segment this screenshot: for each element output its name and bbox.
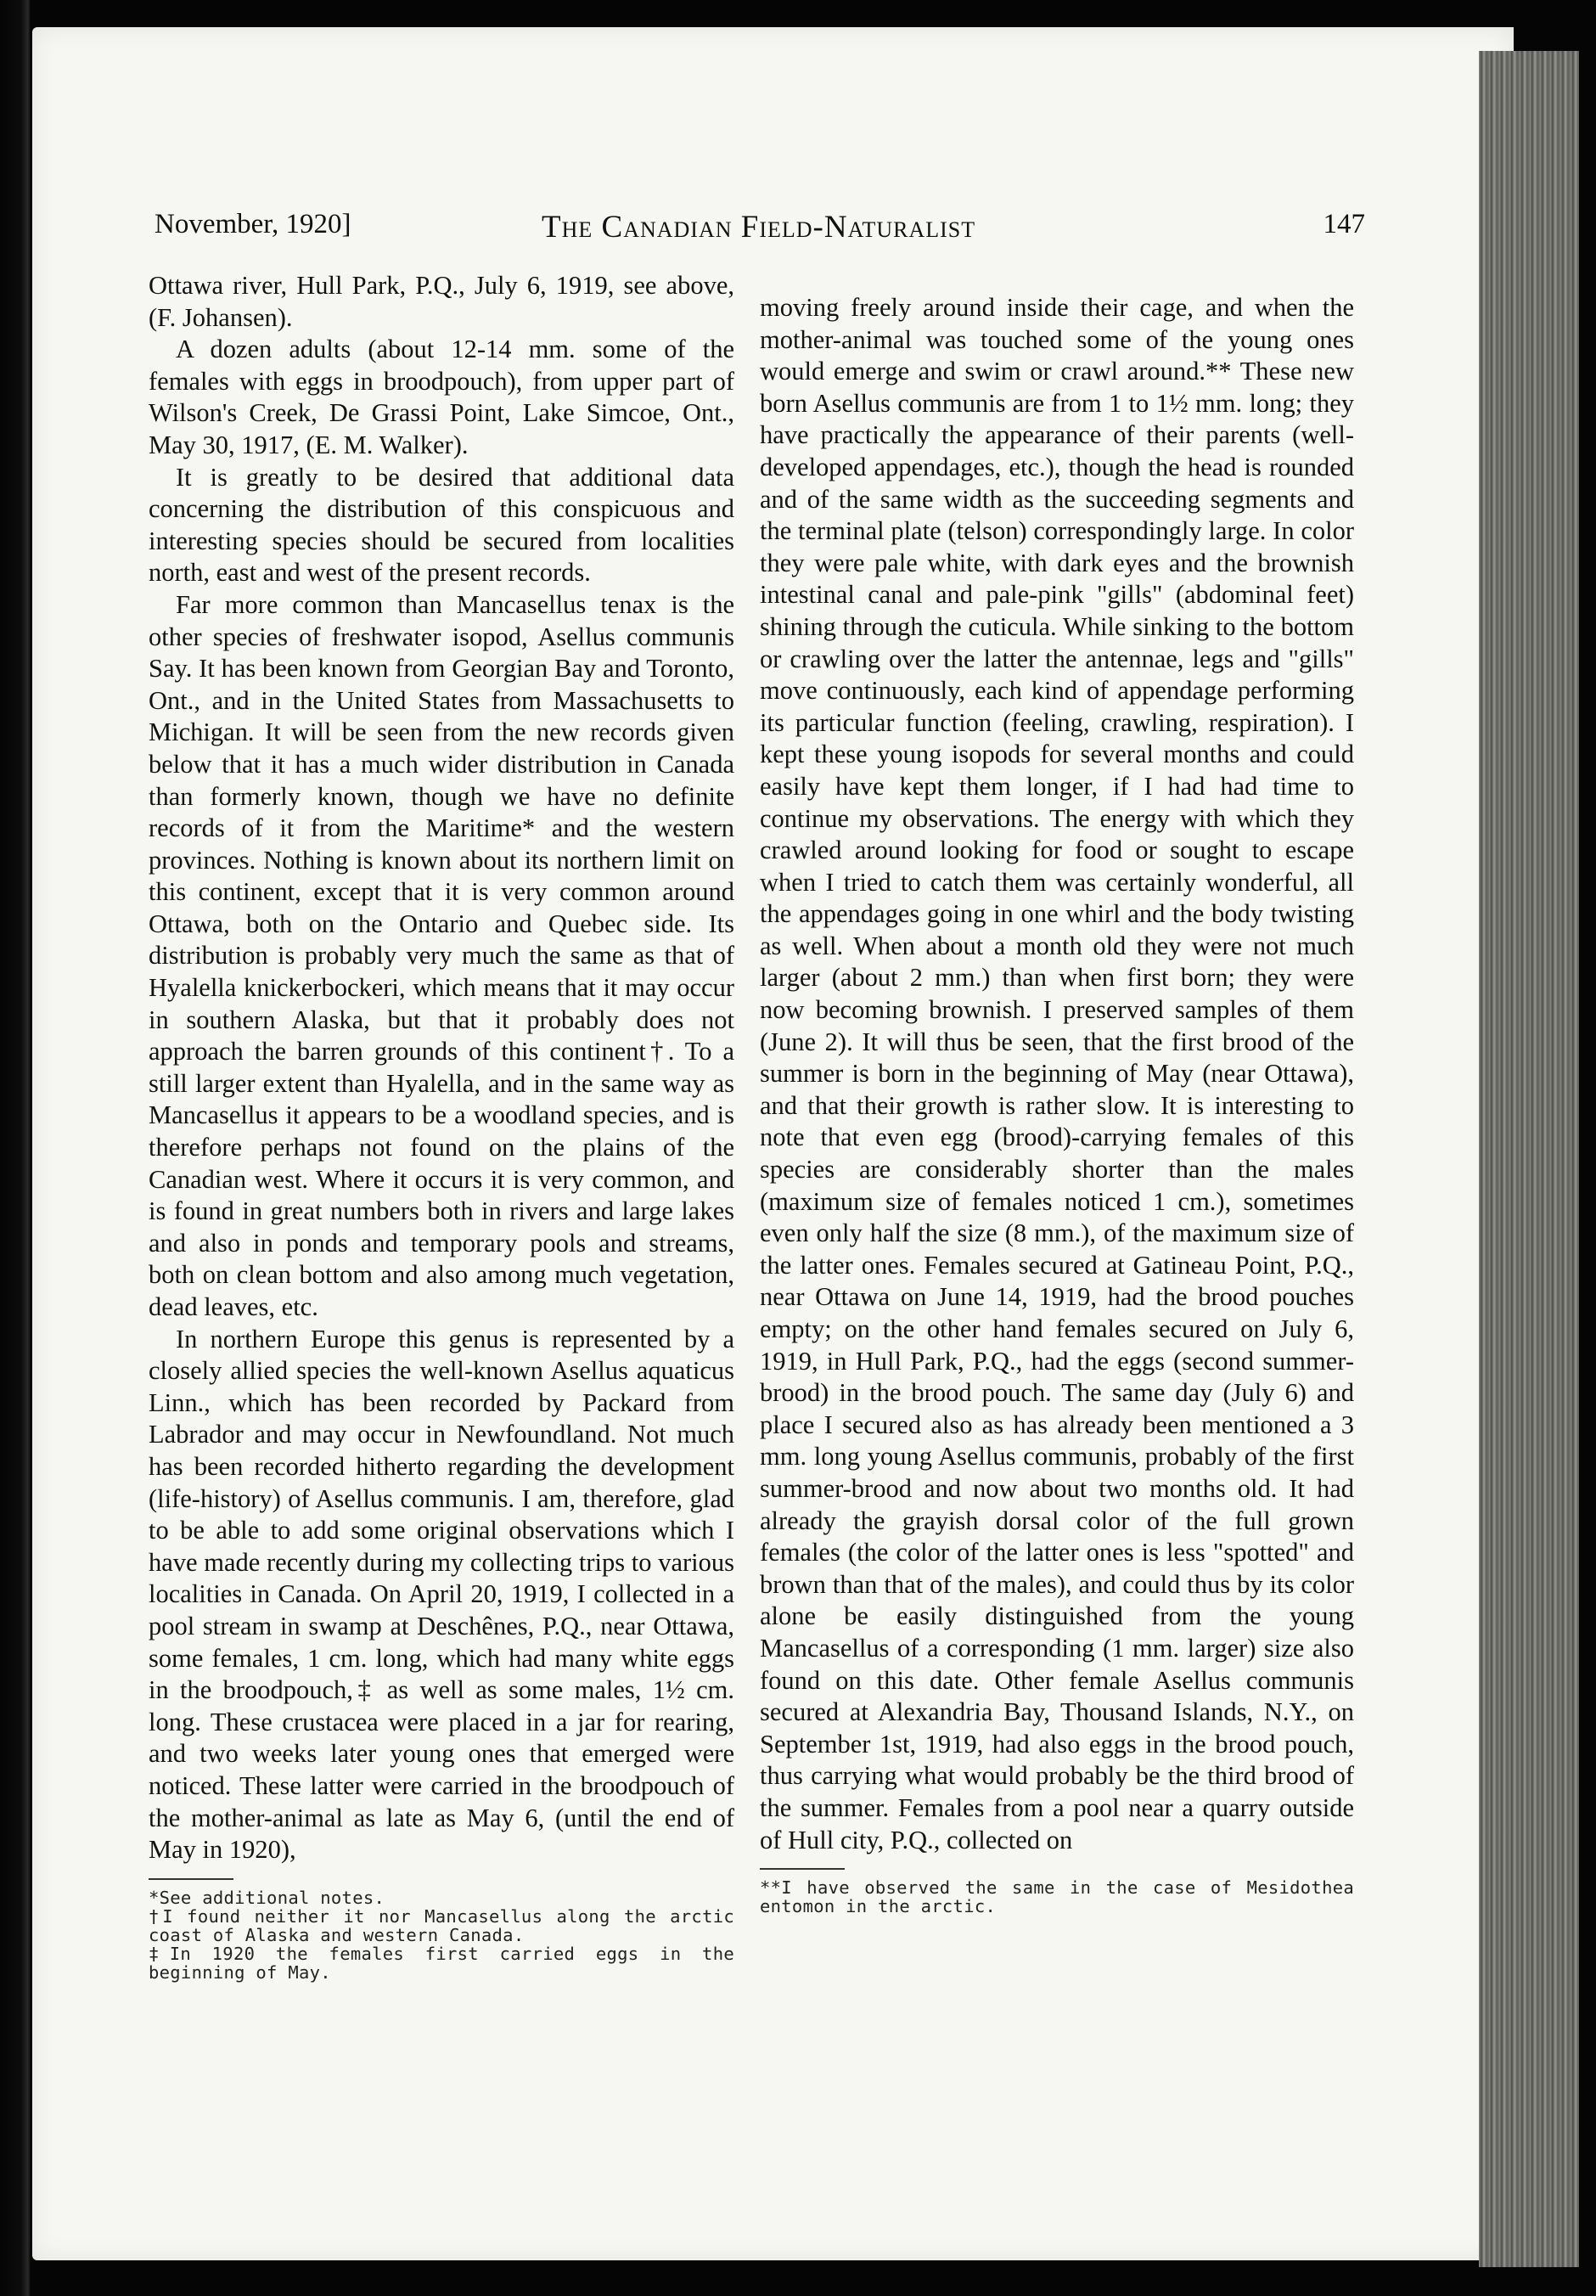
header-date: November, 1920] [155,209,351,239]
paragraph: Ottawa river, Hull Park, P.Q., July 6, 1919, see above, (F. Johansen). [149,271,734,332]
paragraph: moving freely around inside their cage, and when the mother-animal was touched some of the young ones would emerge and swim or crawl around.** These new born Asellus communis are from 1 to 1½ mm. long; they have practically the appearance of their parents (well-developed appendages, etc.), though the head is rounded and of the same width as the succeeding segments and the terminal plate (telson) correspondingly large. In color they were pale white, with dark eyes and the brownish intestinal canal and pale-pink "gills" (abdominal feet) shining through the cuticula. While sinking to the bottom or crawling over the latter the antennae, legs and "gills" move continuously, each kind of appendage performing its particular function (feeling, crawling, respiration). I kept these young isopods for several months and could easily have kept them longer, if I had had time to continue my observations. The energy with which they crawled around looking for food or sought to escape when I tried to catch them was certainly wonderful, all the appendages going in one whirl and the body twisting as well. When about a month old they were not much larger (about 2 mm.) than when first born; they were now becoming brownish. I preserved samples of them (June 2). It will thus be seen, that the first brood of the summer is born in the beginning of May (near Ottawa), and that their growth is rather slow. It is interesting to note that even egg (brood)-carrying females of this species are considerably shorter than the males (maximum size of females noticed 1 cm.), sometimes even only half the size (8 mm.), of the maximum size of the latter ones. Females secured at Gatineau Point, P.Q., near Ottawa on June 14, 1919, had the brood pouches empty; on the other hand females secured on July 6, 1919, in Hull Park, P.Q., had the eggs (second summer-brood) in the brood pouch. The same day (July 6) and place I secured also as has already been mentioned a 3 mm. long young Asellus communis, probably of the first summer-brood and now about two months old. It had already the grayish dorsal color of the full grown females (the color of the latter ones is less "spotted" and brown than that of the males), and could thus by its color alone be easily distinguished from the young Mancasellus of a corresponding (1 mm. larger) size also found on this date. Other female Asellus communis secured at Alexandria Bay, Thousand Islands, N.Y., on September 1st, 1919, had also eggs in the brood pouch, thus carrying what would probably be the third brood of the summer. Females from a pool near a quarry outside of Hull city, P.Q., collected on [760,293,1354,1854]
paragraph: In northern Europe this genus is represented by a closely allied species the well-known Asellus aquaticus Linn., which has been recorded by Packard from Labrador and may occur in Newfoundland. Not much has been recorded hitherto regarding the development (life-history) of Asellus communis. I am, therefore, glad to be able to add some original observations which I have made recently during my collecting trips to various localities in Canada. On April 20, 1919, I collected in a pool stream in swamp at Deschênes, P.Q., near Ottawa, some females, 1 cm. long, which had many white eggs in the broodpouch,‡ as well as some males, 1½ cm. long. These crustacea were placed in a jar for rearing, and two weeks later young ones that emerged were noticed. These latter were carried in the broodpouch of the mother-animal as late as May 6, (until the end of May in 1920), [149,1324,734,1865]
footnote: **I have observed the same in the case of Mesidothea entomon in the arctic. [760,1877,1354,1917]
running-header [155,209,1365,260]
book-gutter-shadow [0,0,31,2296]
paragraph: Far more common than Mancasellus tenax is the other species of freshwater isopod, Asellus communis Say. It has been known from Georgian Bay and Toronto, Ont., and in the United States from Massachusetts to Michigan. It will be seen from the new records given below that it has a much wider distribution in Canada than formerly known, though we have no definite records of it from the Maritime* and the western provinces. Nothing is known about its northern limit on this continent, except that it is very common around Ottawa, both on the Ontario and Quebec side. Its distribution is probably very much the same as that of Hyalella knickerbockeri, which means that it may occur in southern Alaska, but that it probably does not approach the barren grounds of this continent†. To a still larger extent than Hyalella, and in the same way as Mancasellus it appears to be a woodland species, and is therefore perhaps not found on the plains of the Canadian west. Where it occurs it is very common, and is found in great numbers both in rivers and large lakes and also in ponds and temporary pools and streams, both on clean bottom and also among much vegetation, dead leaves, etc. [149,589,734,1321]
footnote: †I found neither it nor Mancasellus along the arctic coast of Alaska and western Canada. [149,1905,734,1945]
header-page-number: 147 [1323,209,1365,239]
footnote: ‡In 1920 the females first carried eggs in the beginning of May. [149,1943,734,1983]
header-journal-title: The Canadian Field-Naturalist [542,210,976,245]
footnote-rule [149,1878,233,1880]
left-column [149,270,734,1982]
footnote-rule [760,1868,845,1870]
page-stack-edge [1479,51,1579,2267]
paragraph: A dozen adults (about 12-14 mm. some of the females with eggs in broodpouch), from upper part of Wilson's Creek, De Grassi Point, Lake Simcoe, Ont., May 30, 1917, (E. M. Walker). [149,335,734,459]
right-column [760,292,1354,1916]
paragraph: It is greatly to be desired that additional data concerning the distribution of this conspicuous and interesting species should be secured from localities north, east and west of the present records. [149,462,734,588]
footnote: *See additional notes. [149,1887,385,1908]
